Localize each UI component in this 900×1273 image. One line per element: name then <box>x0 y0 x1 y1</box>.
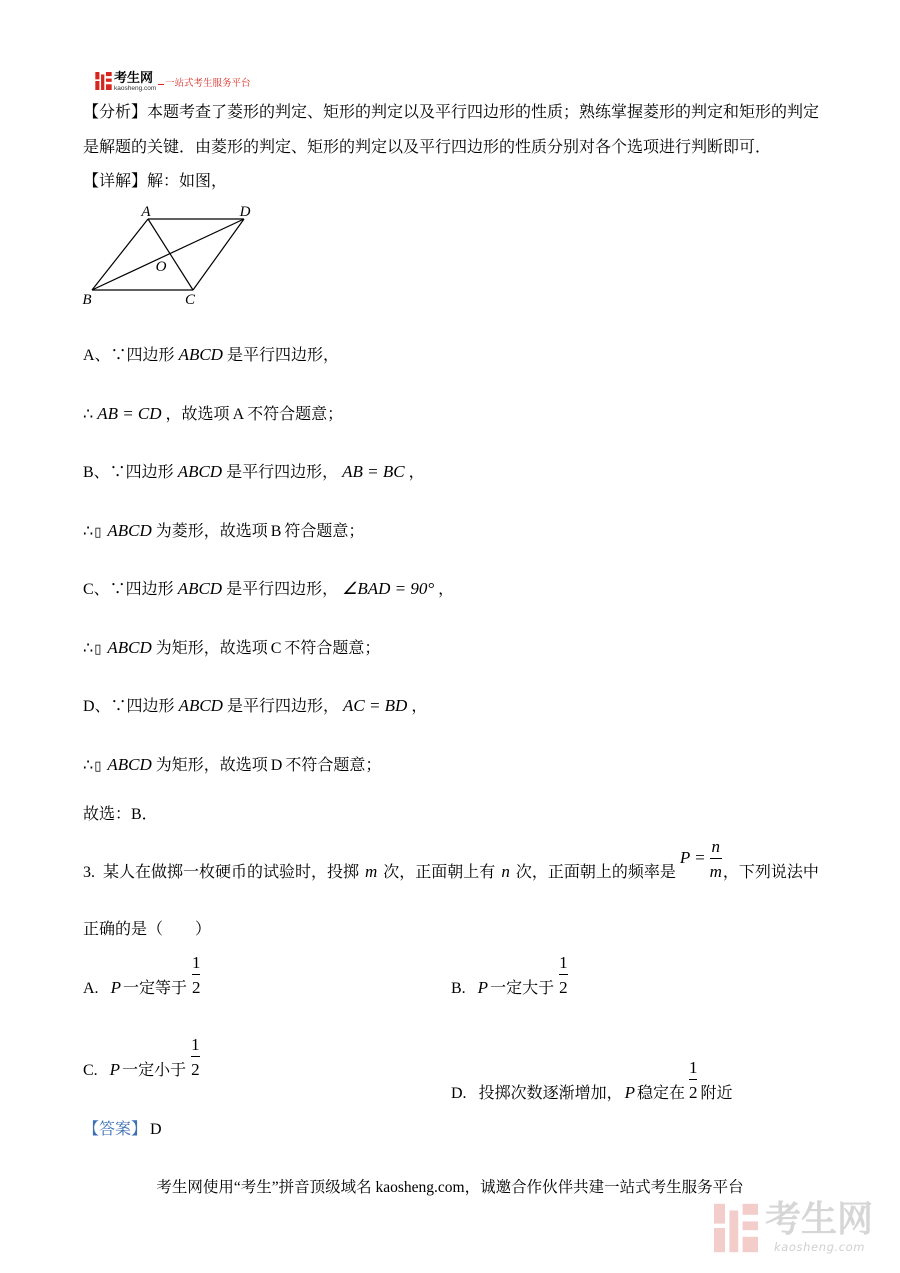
math-condition: AB = BC <box>342 462 405 481</box>
step-result: 不符合题意； <box>284 640 381 657</box>
step-text: 是平行四边形， <box>226 347 339 364</box>
step-text: ， <box>408 464 425 481</box>
option-label: D. <box>451 1085 467 1102</box>
step-text: C、∵四边形 <box>83 581 174 598</box>
fraction-denominator: 2 <box>191 1060 200 1079</box>
kaosheng-watermark-icon <box>714 1203 758 1253</box>
option-a <box>83 953 201 999</box>
option-label: A. <box>83 980 99 997</box>
answer-value: D <box>150 1121 162 1138</box>
diagonal-ac <box>148 219 193 290</box>
answer-tag: 【答案】 <box>83 1121 148 1138</box>
logo-domain: kaosheng.com <box>114 85 157 92</box>
choice-text: 故选：B． <box>83 806 158 823</box>
option-letter: A <box>232 406 245 423</box>
therefore-symbol: ∴ <box>83 523 94 540</box>
step-result: 不符合题意； <box>247 406 344 423</box>
fraction-bar <box>191 1056 200 1057</box>
watermark-domain: kaosheng.com <box>774 1240 866 1254</box>
math-expression: AB = CD <box>97 404 162 423</box>
option-text: 一定等于 <box>122 980 187 997</box>
step-b-premise <box>83 461 425 483</box>
step-text: ，故选项 <box>165 406 230 423</box>
fraction-denominator: 2 <box>688 1083 698 1102</box>
option-label: B. <box>451 980 466 997</box>
half-fraction <box>190 1036 201 1081</box>
variable-p: P <box>110 978 121 997</box>
half-fraction <box>191 954 202 999</box>
step-text: ， <box>438 581 455 598</box>
logo-slogan: 一站式考生服务平台 <box>165 78 251 89</box>
step-d-premise <box>83 695 427 717</box>
option-letter: C <box>270 640 282 657</box>
side-dc <box>193 219 244 290</box>
step-b-conclusion <box>83 520 364 542</box>
frequency-fraction <box>709 838 723 883</box>
fraction-numerator: 1 <box>559 953 568 972</box>
fraction-numerator: 1 <box>191 1035 200 1054</box>
option-text: 一定大于 <box>490 980 555 997</box>
step-d-conclusion <box>83 754 381 776</box>
question-text: ，下列说法中 <box>722 864 819 881</box>
math-expression: ABCD <box>107 521 152 540</box>
step-result: 不符合题意； <box>285 757 382 774</box>
header-logo <box>95 70 260 94</box>
therefore-symbol: ∴ <box>83 406 94 423</box>
logo-name: 考生网 <box>114 70 154 85</box>
analysis-text: 是解题的关键．由菱形的判定、矩形的判定以及平行四边形的性质分别对各个选项进行判断即可． <box>83 139 772 156</box>
fraction-denominator: 2 <box>191 978 201 997</box>
answer-line <box>83 1119 165 1141</box>
side-ab <box>92 219 148 290</box>
math-condition: ∠BAD = 90° <box>342 579 435 598</box>
variable-p: P <box>477 978 489 997</box>
fraction-denominator: m <box>709 862 722 881</box>
question-3-line-1 <box>83 837 819 883</box>
parallelogram-figure <box>80 200 260 312</box>
option-text: 投掷次数逐渐增加， <box>478 1085 623 1102</box>
option-letter: D <box>270 757 283 774</box>
step-c-conclusion <box>83 637 380 659</box>
half-fraction <box>558 954 569 999</box>
fraction-bar <box>689 1079 698 1080</box>
missing-glyph-box: ▯ <box>94 759 102 774</box>
step-text: 为矩形，故选项 <box>155 640 268 657</box>
option-label: C. <box>83 1062 98 1079</box>
missing-glyph-box: ▯ <box>94 642 102 657</box>
question-number: 3. <box>83 864 95 881</box>
logo-divider <box>158 84 164 85</box>
question-text: 正确的是（ ） <box>83 921 212 938</box>
final-choice <box>83 804 158 826</box>
step-text: 是平行四边形， <box>226 464 339 481</box>
step-text: D、∵四边形 <box>83 698 175 715</box>
option-b <box>451 953 569 999</box>
question-text: 次，正面朝上的频率是 <box>515 864 676 881</box>
formula-lhs: P = <box>679 848 706 867</box>
math-expression: ABCD <box>107 755 152 774</box>
fraction-numerator: 1 <box>191 953 201 972</box>
analysis-text: 本题考查了菱形的判定、矩形的判定以及平行四边形的性质；熟练掌握菱形的判定和矩形的判定 <box>147 104 820 121</box>
option-text: 一定小于 <box>122 1062 187 1079</box>
math-expression: ABCD <box>178 696 223 715</box>
step-text: 是平行四边形， <box>226 581 339 598</box>
vertex-label-d: D <box>239 204 251 220</box>
half-fraction <box>688 1059 699 1104</box>
step-text: 为菱形，故选项 <box>155 523 268 540</box>
question-3-line-2 <box>83 919 211 941</box>
therefore-symbol: ∴ <box>83 757 94 774</box>
fraction-bar <box>710 858 722 859</box>
vertex-label-b: B <box>82 292 92 308</box>
step-text: B、∵四边形 <box>83 464 174 481</box>
option-text: 稳定在 <box>636 1085 685 1102</box>
analysis-tag: 【分析】 <box>83 104 148 121</box>
analysis-line-1 <box>83 102 819 124</box>
detail-tag: 【详解】 <box>83 173 148 190</box>
math-expression: ABCD <box>177 462 223 481</box>
option-letter: B <box>270 523 282 540</box>
fraction-bar <box>559 974 568 975</box>
variable-p: P <box>109 1060 121 1079</box>
kaosheng-logo-icon <box>95 72 112 90</box>
analysis-line-2 <box>83 137 771 159</box>
variable-n: n <box>501 862 510 881</box>
step-text: ， <box>411 698 428 715</box>
vertex-label-c: C <box>184 292 196 308</box>
fraction-bar <box>192 974 201 975</box>
option-c <box>83 1035 201 1081</box>
fraction-numerator: n <box>711 837 721 856</box>
math-condition: AC = BD <box>342 696 408 715</box>
fraction-numerator: 1 <box>688 1058 698 1077</box>
option-text: 附近 <box>700 1085 733 1102</box>
watermark-logo <box>714 1200 890 1260</box>
detail-line <box>83 171 227 193</box>
math-expression: ABCD <box>107 638 152 657</box>
math-expression: ABCD <box>177 579 223 598</box>
step-text: A、∵四边形 <box>83 347 175 364</box>
step-text: 为矩形，故选项 <box>155 757 268 774</box>
step-a-conclusion <box>83 403 343 425</box>
footer-text: 考生网使用“考生”拼音顶级域名 kaosheng.com，诚邀合作伙伴共建一站式考生服务平台 <box>156 1179 744 1196</box>
detail-text: 解：如图， <box>147 173 228 190</box>
step-text: 是平行四边形， <box>226 698 339 715</box>
diagonal-bd <box>92 219 244 290</box>
question-text: 某人在做掷一枚硬币的试验时，投掷 <box>103 864 360 881</box>
missing-glyph-box: ▯ <box>94 525 102 540</box>
step-c-premise <box>83 578 454 600</box>
center-label-o: O <box>155 259 167 275</box>
option-d <box>451 1058 733 1102</box>
math-expression: ABCD <box>178 345 223 364</box>
variable-m: m <box>365 862 378 881</box>
fraction-denominator: 2 <box>559 978 568 997</box>
variable-p: P <box>624 1083 635 1102</box>
step-result: 符合题意； <box>284 523 365 540</box>
question-text: 次，正面朝上有 <box>383 864 496 881</box>
vertex-label-a: A <box>141 204 151 220</box>
therefore-symbol: ∴ <box>83 640 94 657</box>
step-a-premise <box>83 344 339 366</box>
watermark-name: 考生网 <box>765 1199 874 1240</box>
